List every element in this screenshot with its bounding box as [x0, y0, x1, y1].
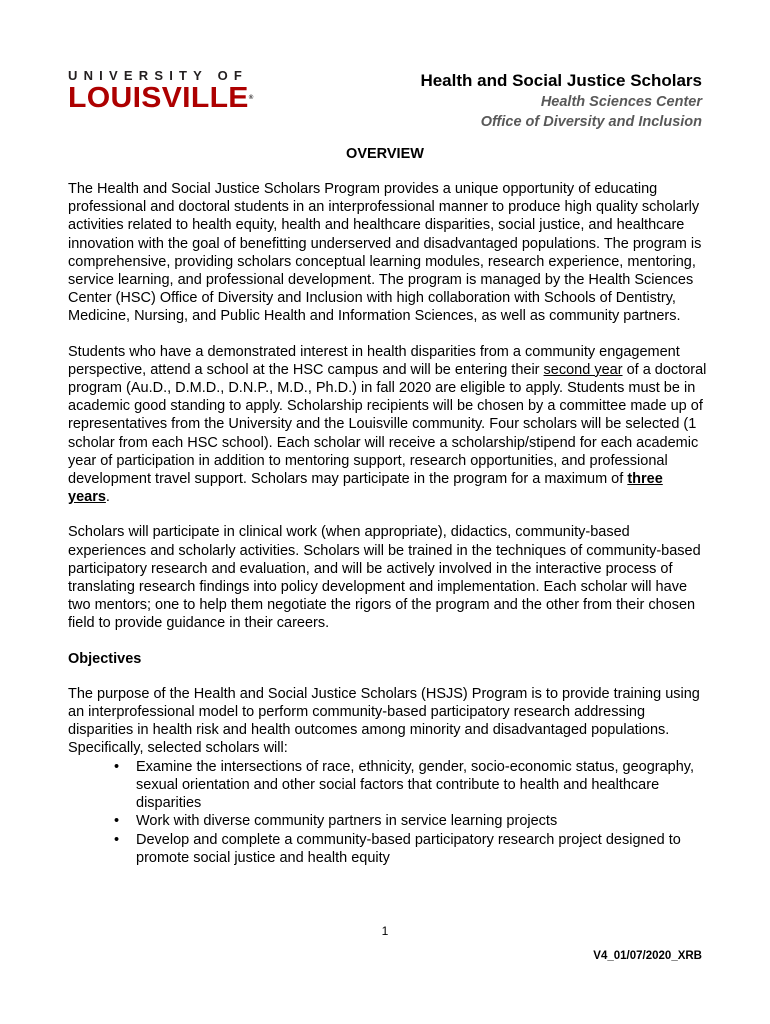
paragraph-program-description: The Health and Social Justice Scholars Program provides a unique opportunity of educating professional and doctoral students in an interprofessional manner to produce high quality scholarly activities related to health equity, health and healthcare disparities, social justice, and healthcare innovation with the goal of benefitting underserved and disadvantaged populations. The program is comprehensive, providing scholars conceptual learning modules, research experience, mentoring, service learning, and professional development. The program is managed by the Health Sciences Center (HSC) Office of Diversity and Inclusion with high collaboration with Schools of Dentistry, Medicine, Nursing, and Public Health and Information Sciences, as well as community partners.: [68, 181, 702, 325]
header-subtitle-office: Office of Diversity and Inclusion: [480, 114, 702, 130]
list-item: • Examine the intersections of race, ethnicity, gender, socio-economic status, geography, sexual orientation and other social factors that contribute to health and healthcare disparities: [114, 758, 695, 812]
bullet-icon: •: [114, 831, 120, 848]
paragraph-purpose: The purpose of the Health and Social Justice Scholars (HSJS) Program is to provide training using an interprofessional model to perform community-based participatory research addressing disparities in health risk and health outcomes among minority and disadvantaged populations. Specifically, selected scholars will:: [68, 685, 700, 757]
bullet-icon: •: [114, 758, 120, 775]
logo-line-louisville: LOUISVILLE®: [68, 82, 254, 114]
version-label: V4_01/07/2020_XRB: [593, 950, 702, 962]
emphasis-three-years: three years: [68, 471, 663, 506]
bullet-icon: •: [114, 813, 120, 830]
document-title: Health and Social Justice Scholars: [420, 71, 702, 90]
header-subtitle-center: Health Sciences Center: [540, 94, 702, 110]
objectives-list: [68, 758, 708, 867]
logo-line-university-of: UNIVERSITY OF: [68, 68, 249, 83]
paragraph-eligibility: Students who have a demonstrated interest in health disparities from a community engagement perspective, attend a school at the HSC campus and will be entering their second year of a doctoral program (Au.D., D.M.D., D.N.P., M.D., Ph.D.) in fall 2020 are eligible to apply. Students must be in academic good standing to apply. Scholarship recipients will be chosen by a committee made up of representatives from the University and the Louisville community. Four scholars will be selected (1 scholar from each HSC school). Each scholar will receive a scholarship/stipend for each academic year of participation in addition to mentoring support, research opportunities, and professional development travel support. Scholars may participate in the program for a maximum of three years.: [68, 343, 707, 506]
document-header: [420, 70, 702, 132]
objectives-heading: Objectives: [68, 650, 142, 667]
list-item: • Work with diverse community partners in service learning projects: [114, 813, 558, 830]
list-item: • Develop and complete a community-based participatory research project designed to promote social justice and health equity: [114, 831, 681, 866]
document-body: [68, 180, 708, 867]
paragraph-scholar-activities: Scholars will participate in clinical work (when appropriate), didactics, community-based experiences and scholarly activities. Scholars will be trained in the techniques of community-based participatory research and evaluation, and will be actively involved in the interactive process of translating research findings into policy development and implementation. Each scholar will have two mentors; one to help them negotiate the rigors of the program and the other from their chosen field to provide guidance in their careers.: [68, 524, 701, 632]
university-logo: [68, 68, 254, 114]
page-number: 1: [381, 924, 389, 938]
underlined-second-year: second year: [543, 361, 623, 378]
overview-heading: OVERVIEW: [346, 146, 424, 162]
